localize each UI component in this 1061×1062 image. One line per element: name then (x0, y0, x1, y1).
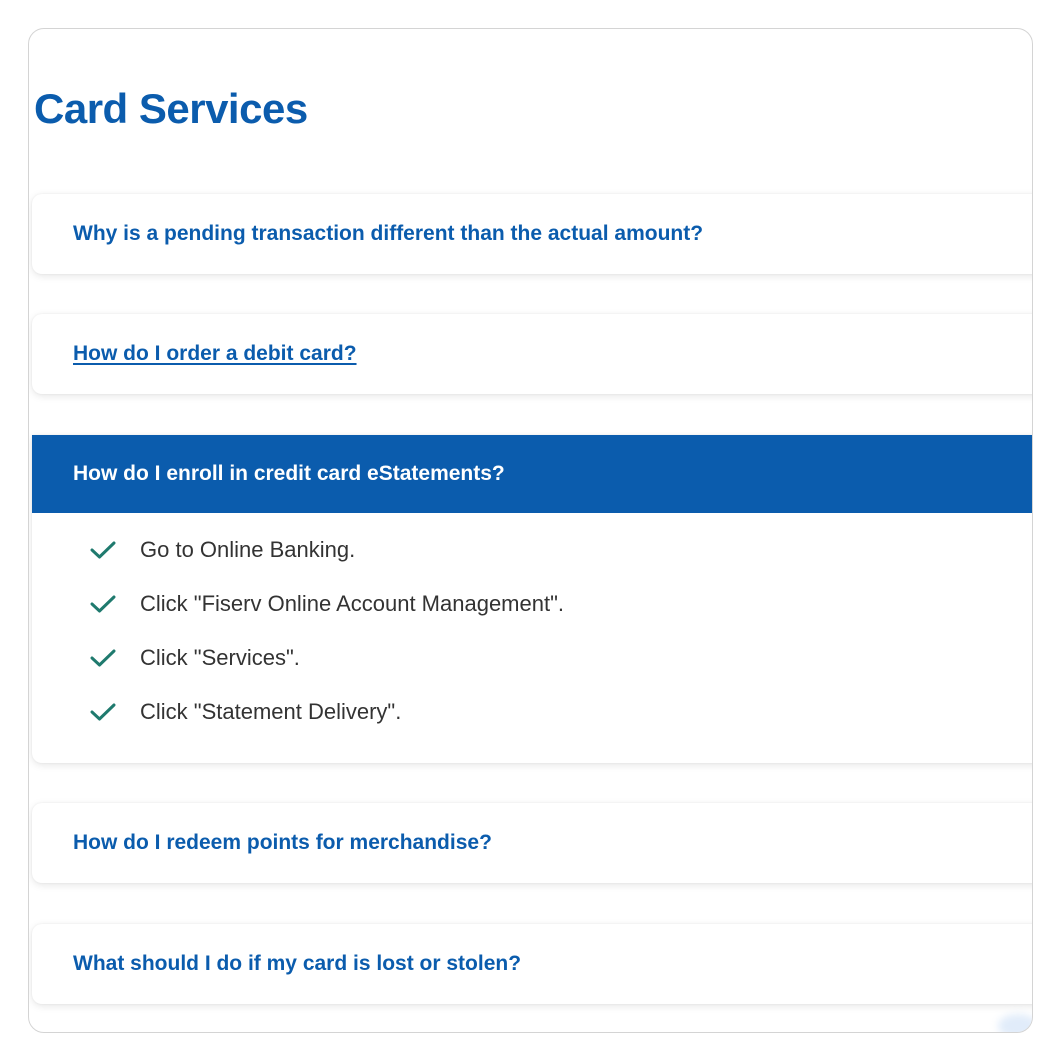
faq-answer (32, 513, 1033, 763)
step-text: Click "Fiserv Online Account Management". (140, 591, 565, 616)
faq-question[interactable]: How do I order a debit card? (73, 342, 357, 365)
answer-step (90, 631, 1033, 685)
content-panel (28, 28, 1033, 1033)
faq-question[interactable]: How do I redeem points for merchandise? (73, 831, 492, 854)
check-icon (90, 648, 116, 668)
check-icon (90, 702, 116, 722)
faq-question[interactable]: What should I do if my card is lost or stolen? (73, 952, 522, 975)
faq-question-expanded[interactable]: How do I enroll in credit card eStatements? (32, 435, 1033, 513)
faq-item-lost-stolen-card[interactable] (32, 924, 1033, 1004)
page-title: Card Services (34, 85, 308, 132)
check-icon (90, 594, 116, 614)
step-text: Click "Statement Delivery". (140, 699, 402, 724)
chat-widget-edge (998, 1014, 1033, 1033)
faq-question[interactable]: Why is a pending transaction different than the actual amount? (73, 222, 704, 245)
faq-item-order-debit-card[interactable] (32, 314, 1033, 394)
faq-item-pending-transaction[interactable] (32, 194, 1033, 274)
step-text: Click "Services". (140, 645, 300, 670)
answer-step (90, 577, 1033, 631)
faq-item-redeem-points[interactable] (32, 803, 1033, 883)
faq-item-credit-card-estatements[interactable] (32, 435, 1033, 763)
answer-step (90, 685, 1033, 739)
check-icon (90, 540, 116, 560)
answer-step (90, 523, 1033, 577)
step-text: Go to Online Banking. (140, 537, 356, 562)
